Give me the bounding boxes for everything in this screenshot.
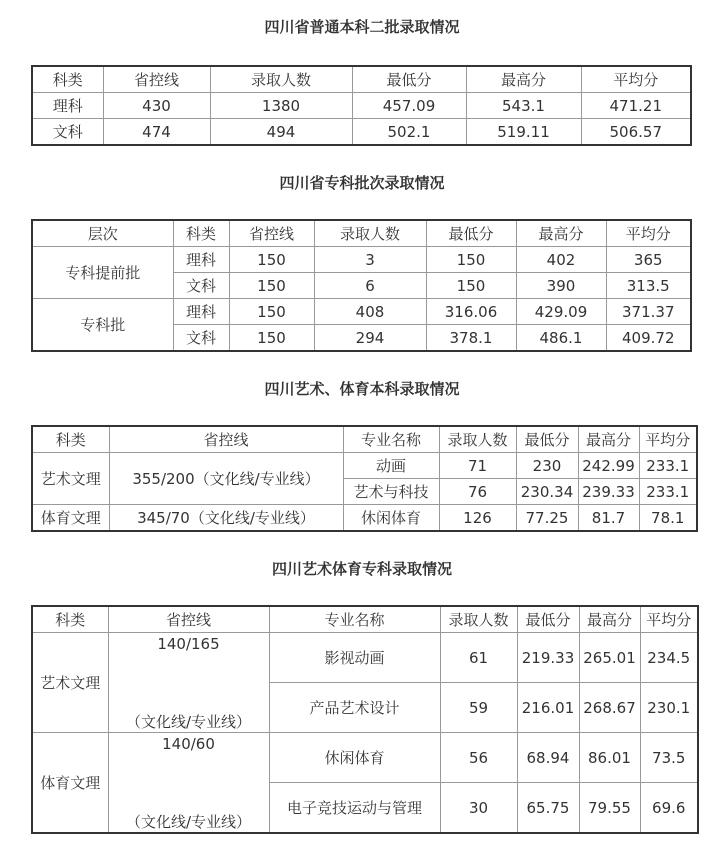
cell: 233.1 xyxy=(639,453,697,479)
table-junior-college xyxy=(31,219,692,352)
cell: 230.1 xyxy=(640,683,698,733)
header-cell: 录取人数 xyxy=(210,66,352,93)
cell: 486.1 xyxy=(516,325,606,352)
cell: 409.72 xyxy=(606,325,691,352)
control-line-cell: 355/200（文化线/专业线） xyxy=(109,453,343,505)
cell: 电子竞技运动与管理 xyxy=(269,783,440,834)
cell: 影视动画 xyxy=(269,633,440,683)
control-line-cell xyxy=(108,633,269,733)
cell: 76 xyxy=(439,479,516,505)
header-cell: 最高分 xyxy=(516,220,606,247)
cell: 474 xyxy=(103,119,210,146)
header-row xyxy=(32,426,697,453)
cell: 316.06 xyxy=(426,299,516,325)
table2-title: 四川省专科批次录取情况 xyxy=(279,174,445,192)
cell: 430 xyxy=(103,93,210,119)
cell: 动画 xyxy=(343,453,439,479)
cell: 产品艺术设计 xyxy=(269,683,440,733)
cell: 65.75 xyxy=(517,783,579,834)
cell: 81.7 xyxy=(578,505,639,532)
table-art-sports-undergrad xyxy=(31,425,698,532)
cell: 233.1 xyxy=(639,479,697,505)
header-cell: 录取人数 xyxy=(440,606,517,633)
header-cell: 录取人数 xyxy=(439,426,516,453)
header-row xyxy=(32,220,691,247)
table-row xyxy=(32,299,691,325)
cell: 150 xyxy=(426,273,516,299)
header-cell: 专业名称 xyxy=(343,426,439,453)
cell: 365 xyxy=(606,247,691,273)
cell: 543.1 xyxy=(466,93,581,119)
cell: 390 xyxy=(516,273,606,299)
cell: 230.34 xyxy=(516,479,578,505)
table-row xyxy=(32,119,691,146)
control-line-value: 140/60 xyxy=(162,734,215,753)
cell: 文科 xyxy=(173,273,229,299)
control-line-value: 140/165 xyxy=(157,634,220,653)
cell: 265.01 xyxy=(579,633,640,683)
cell: 艺术与科技 xyxy=(343,479,439,505)
cell: 1380 xyxy=(210,93,352,119)
cell: 471.21 xyxy=(581,93,691,119)
table4-title: 四川艺术体育专科录取情况 xyxy=(271,560,452,578)
cell: 150 xyxy=(426,247,516,273)
cell: 457.09 xyxy=(352,93,466,119)
cell: 68.94 xyxy=(517,733,579,783)
table-row xyxy=(32,633,698,683)
cell: 文科 xyxy=(173,325,229,352)
header-cell: 平均分 xyxy=(639,426,697,453)
cell: 239.33 xyxy=(578,479,639,505)
cell: 216.01 xyxy=(517,683,579,733)
header-cell: 科类 xyxy=(173,220,229,247)
control-line-note: （文化线/专业线） xyxy=(125,812,252,831)
table-row xyxy=(32,247,691,273)
cell: 59 xyxy=(440,683,517,733)
category-cell: 艺术文理 xyxy=(32,453,109,505)
cell: 126 xyxy=(439,505,516,532)
header-cell: 省控线 xyxy=(109,426,343,453)
table1-title: 四川省普通本科二批录取情况 xyxy=(264,18,460,36)
cell: 69.6 xyxy=(640,783,698,834)
cell: 150 xyxy=(229,247,314,273)
cell: 休闲体育 xyxy=(343,505,439,532)
header-cell: 最高分 xyxy=(579,606,640,633)
table-row xyxy=(32,93,691,119)
header-cell: 最高分 xyxy=(466,66,581,93)
cell: 30 xyxy=(440,783,517,834)
cell: 86.01 xyxy=(579,733,640,783)
header-cell: 科类 xyxy=(32,606,108,633)
table-row xyxy=(32,733,698,783)
cell: 408 xyxy=(314,299,426,325)
cell: 429.09 xyxy=(516,299,606,325)
cell: 6 xyxy=(314,273,426,299)
table-row xyxy=(32,453,697,479)
cell: 242.99 xyxy=(578,453,639,479)
cell: 理科 xyxy=(32,93,103,119)
cell: 71 xyxy=(439,453,516,479)
table3-title: 四川艺术、体育本科录取情况 xyxy=(264,380,460,398)
header-cell: 层次 xyxy=(32,220,173,247)
control-line-note: （文化线/专业线） xyxy=(125,712,252,731)
header-cell: 省控线 xyxy=(229,220,314,247)
cell: 150 xyxy=(229,299,314,325)
header-cell: 平均分 xyxy=(640,606,698,633)
cell: 313.5 xyxy=(606,273,691,299)
cell: 73.5 xyxy=(640,733,698,783)
cell: 494 xyxy=(210,119,352,146)
cell: 理科 xyxy=(173,247,229,273)
cell: 268.67 xyxy=(579,683,640,733)
table-art-sports-junior xyxy=(31,605,699,834)
cell: 56 xyxy=(440,733,517,783)
header-cell: 省控线 xyxy=(103,66,210,93)
category-cell: 体育文理 xyxy=(32,505,109,532)
header-cell: 平均分 xyxy=(581,66,691,93)
level-cell: 专科提前批 xyxy=(32,247,173,299)
cell: 371.37 xyxy=(606,299,691,325)
header-cell: 科类 xyxy=(32,66,103,93)
header-cell: 最高分 xyxy=(578,426,639,453)
header-cell: 省控线 xyxy=(108,606,269,633)
cell: 234.5 xyxy=(640,633,698,683)
header-cell: 科类 xyxy=(32,426,109,453)
header-cell: 平均分 xyxy=(606,220,691,247)
header-cell: 最低分 xyxy=(352,66,466,93)
cell: 文科 xyxy=(32,119,103,146)
cell: 502.1 xyxy=(352,119,466,146)
cell: 378.1 xyxy=(426,325,516,352)
header-cell: 最低分 xyxy=(516,426,578,453)
header-cell: 专业名称 xyxy=(269,606,440,633)
cell: 506.57 xyxy=(581,119,691,146)
cell: 61 xyxy=(440,633,517,683)
header-cell: 最低分 xyxy=(426,220,516,247)
cell: 休闲体育 xyxy=(269,733,440,783)
cell: 219.33 xyxy=(517,633,579,683)
cell: 77.25 xyxy=(516,505,578,532)
cell: 519.11 xyxy=(466,119,581,146)
cell: 402 xyxy=(516,247,606,273)
cell: 150 xyxy=(229,325,314,352)
category-cell: 艺术文理 xyxy=(32,633,108,733)
cell: 78.1 xyxy=(639,505,697,532)
cell: 150 xyxy=(229,273,314,299)
cell: 294 xyxy=(314,325,426,352)
category-cell: 体育文理 xyxy=(32,733,108,834)
header-row xyxy=(32,606,698,633)
control-line-cell: 345/70（文化线/专业线） xyxy=(109,505,343,532)
control-line-cell xyxy=(108,733,269,834)
cell: 79.55 xyxy=(579,783,640,834)
cell: 3 xyxy=(314,247,426,273)
header-row xyxy=(32,66,691,93)
cell: 230 xyxy=(516,453,578,479)
cell: 理科 xyxy=(173,299,229,325)
header-cell: 录取人数 xyxy=(314,220,426,247)
level-cell: 专科批 xyxy=(32,299,173,352)
table-row xyxy=(32,505,697,532)
table-undergrad-batch2 xyxy=(31,65,692,146)
header-cell: 最低分 xyxy=(517,606,579,633)
